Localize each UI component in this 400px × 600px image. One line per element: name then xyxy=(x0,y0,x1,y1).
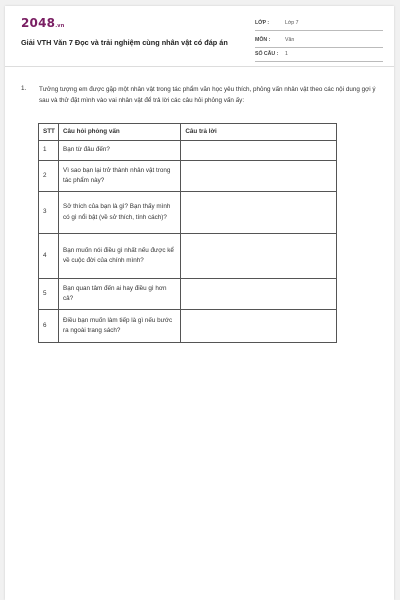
row-question: Điều bạn muốn làm tiếp là gì nếu bước ra ngoài trang sách? xyxy=(59,310,181,343)
meta-key: LỚP : xyxy=(255,20,270,26)
meta-key: MÔN : xyxy=(255,37,271,43)
row-stt: 2 xyxy=(39,161,59,192)
logo-domain: .vn xyxy=(55,23,65,29)
table-row xyxy=(39,279,337,310)
meta-row-count xyxy=(255,49,383,62)
question-text: Tưởng tượng em được gặp một nhân vật trong tác phẩm văn học yêu thích, phỏng vấn nhân vật theo các nội dung gợi ý sau và thử đặt mình vào vai nhân vật để trả lời các câu hỏi phỏng vấn ấy: xyxy=(39,86,376,104)
row-question: Vì sao bạn lại trở thành nhân vật trong tác phẩm này? xyxy=(59,161,181,192)
meta-row-class xyxy=(255,18,383,31)
row-answer xyxy=(181,310,337,343)
row-stt: 1 xyxy=(39,141,59,161)
table-row xyxy=(39,310,337,343)
row-question: Bạn từ đâu đến? xyxy=(59,141,181,161)
row-question: Bạn quan tâm đến ai hay điều gì hơn cả? xyxy=(59,279,181,310)
row-answer xyxy=(181,141,337,161)
question-number: 1. xyxy=(21,85,27,92)
interview-table xyxy=(38,123,337,343)
page-title: Giải VTH Văn 7 Đọc và trải nghiệm cùng nhân vật có đáp án xyxy=(21,38,228,47)
row-answer xyxy=(181,234,337,279)
site-logo[interactable] xyxy=(21,16,65,30)
meta-row-subject xyxy=(255,35,383,48)
meta-value: Văn xyxy=(285,37,295,43)
row-answer xyxy=(181,192,337,234)
header-question: Câu hỏi phỏng vấn xyxy=(59,124,181,141)
meta-value: Lớp 7 xyxy=(285,20,299,26)
row-stt: 3 xyxy=(39,192,59,234)
row-stt: 4 xyxy=(39,234,59,279)
table-row xyxy=(39,234,337,279)
logo-number: 2048 xyxy=(21,16,56,30)
header-stt: STT xyxy=(39,124,59,141)
table-header-row xyxy=(39,124,337,141)
header-divider xyxy=(5,66,394,67)
row-answer xyxy=(181,161,337,192)
document-page xyxy=(5,6,394,600)
meta-key: SỐ CÂU : xyxy=(255,51,279,57)
meta-value: 1 xyxy=(285,51,288,57)
row-stt: 6 xyxy=(39,310,59,343)
table-row xyxy=(39,161,337,192)
table-row xyxy=(39,192,337,234)
row-question: Sở thích của bạn là gì? Bạn thấy mình có gì nổi bật (về sở thích, tính cách)? xyxy=(59,192,181,234)
row-stt: 5 xyxy=(39,279,59,310)
row-answer xyxy=(181,279,337,310)
header-answer: Câu trả lời xyxy=(181,124,337,141)
row-question: Bạn muốn nói điều gì nhất nếu được kể về cuộc đời của chính mình? xyxy=(59,234,181,279)
table-row xyxy=(39,141,337,161)
